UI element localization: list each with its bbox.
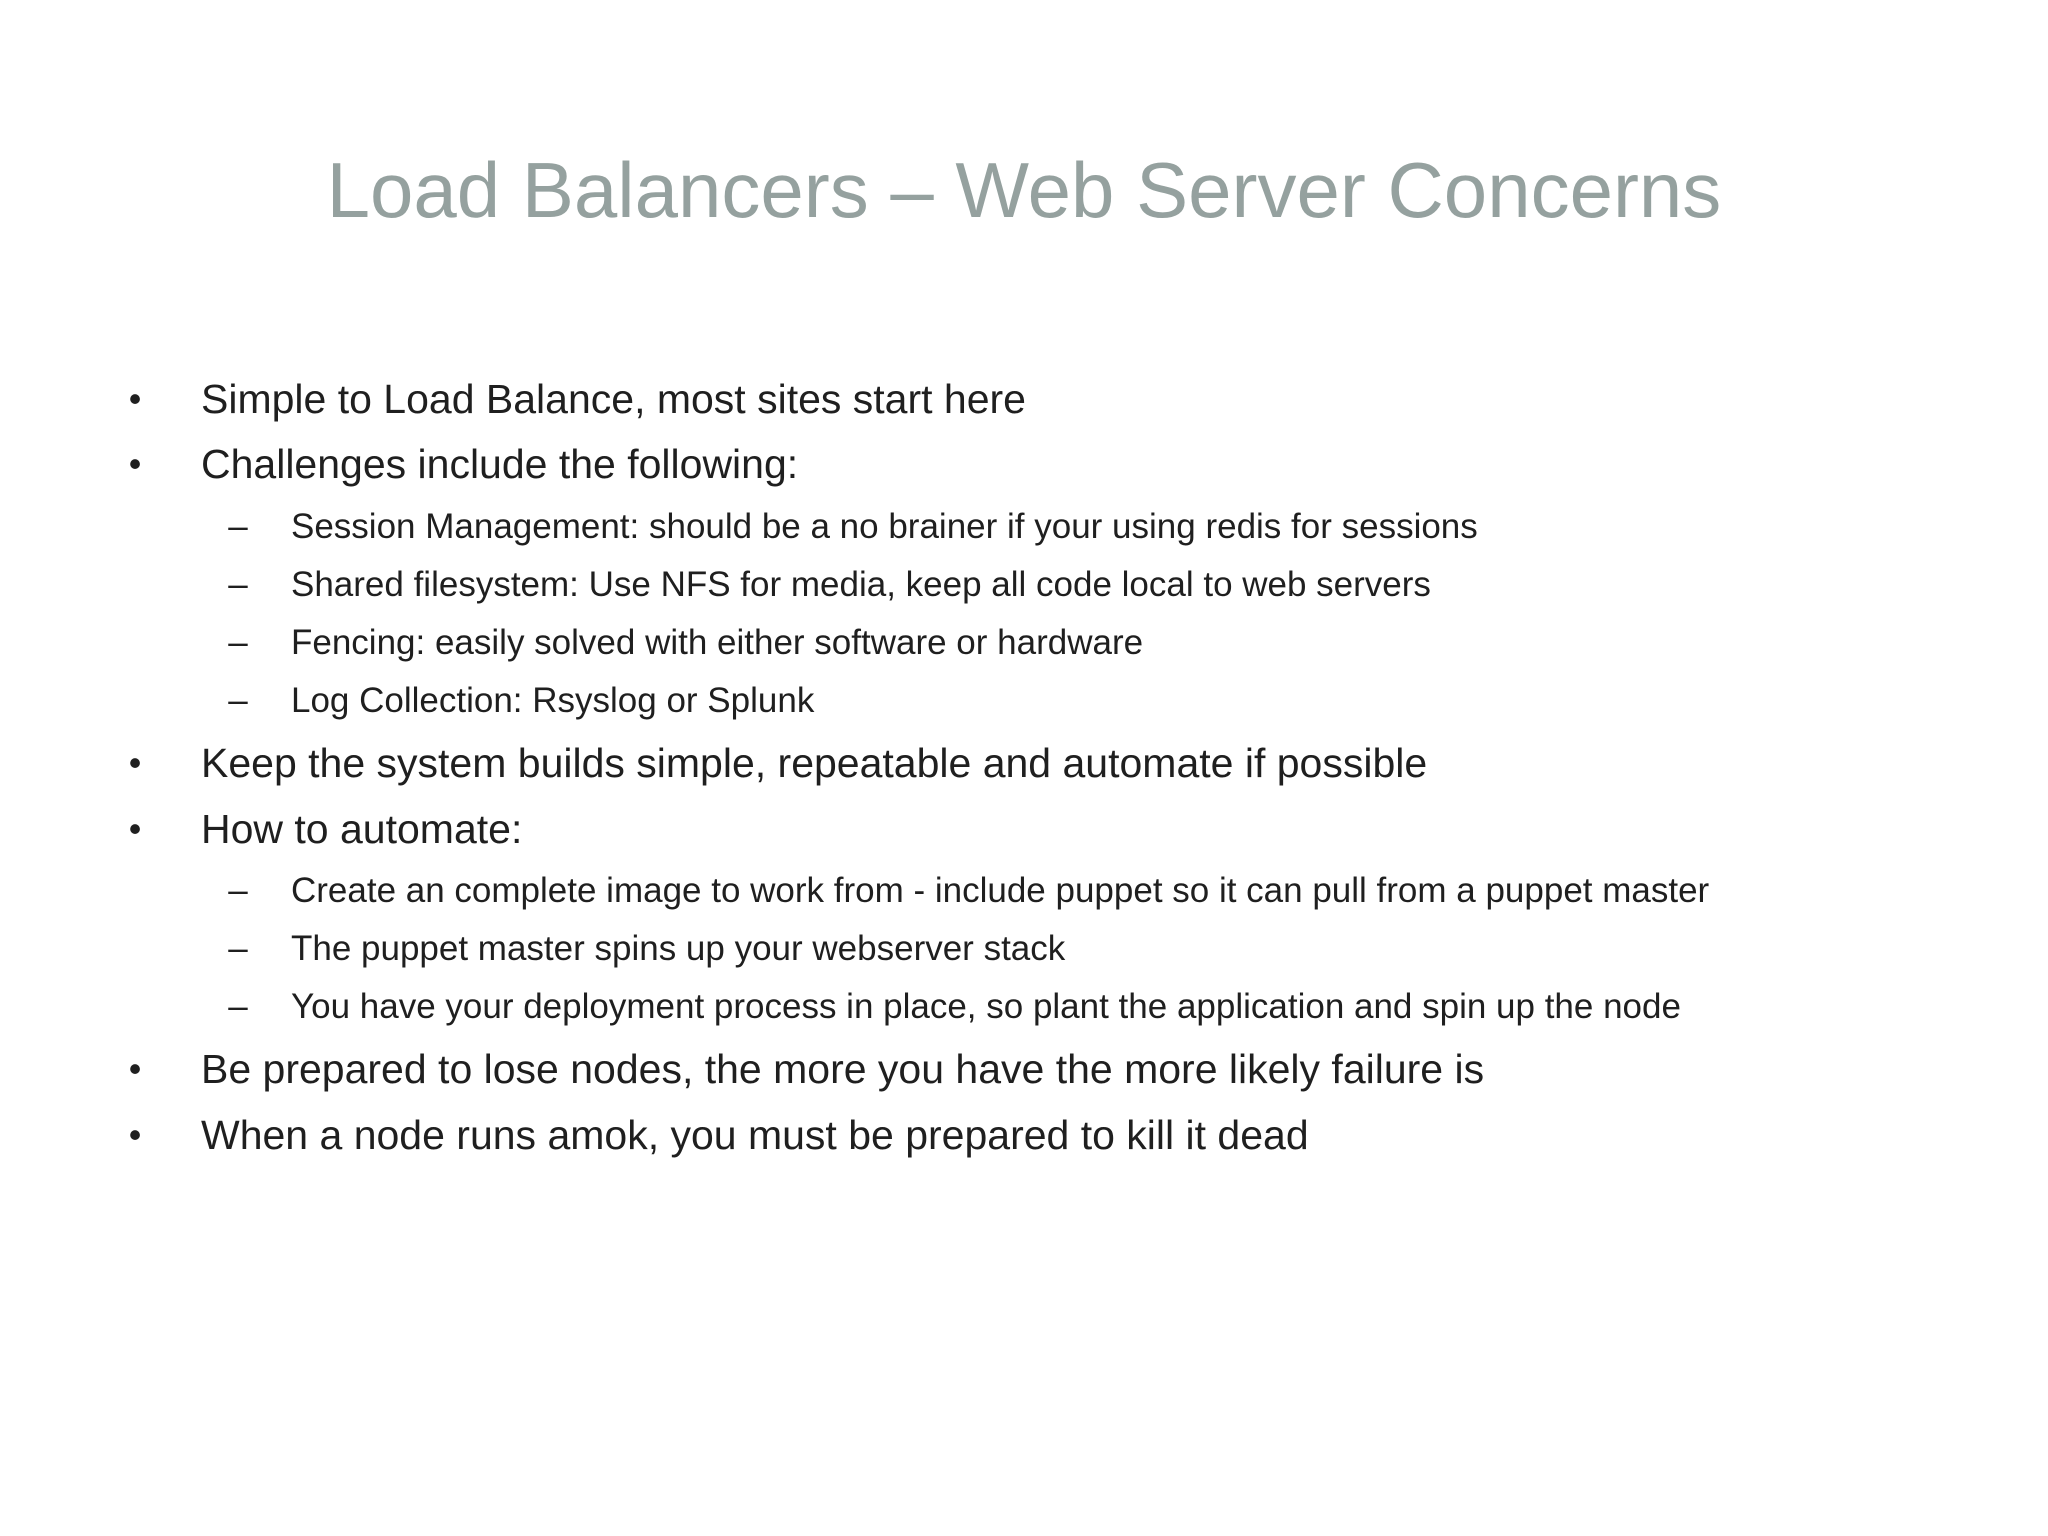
sub-bullet-text: Fencing: easily solved with either software or hardware xyxy=(291,623,1144,662)
sub-bullet-item xyxy=(0,502,2048,552)
bullet-item xyxy=(0,1105,2048,1165)
sub-bullet-text: Session Management: should be a no brainer if your using redis for sessions xyxy=(291,507,1478,546)
sub-bullet-item xyxy=(0,924,2048,974)
sub-bullet-text: Create an complete image to work from - include puppet so it can pull from a puppet master xyxy=(291,871,1710,910)
bullet-marker: • xyxy=(128,742,142,783)
sub-bullet-item xyxy=(0,618,2048,668)
bullet-item xyxy=(0,434,2048,494)
bullet-item xyxy=(0,369,2048,429)
sub-bullet-marker: – xyxy=(228,623,248,662)
bullet-item xyxy=(0,1039,2048,1099)
sub-bullet-item xyxy=(0,982,2048,1032)
bullet-text: When a node runs amok, you must be prepared to kill it dead xyxy=(201,1112,1309,1158)
sub-bullet-marker: – xyxy=(228,929,248,968)
bullet-marker: • xyxy=(128,443,142,484)
bullet-marker: • xyxy=(128,1048,142,1089)
bullet-marker: • xyxy=(128,808,142,849)
sub-bullet-marker: – xyxy=(228,681,248,720)
bullet-item xyxy=(0,799,2048,859)
sub-bullet-marker: – xyxy=(228,565,248,604)
sub-bullet-text: You have your deployment process in place, so plant the application and spin up the node xyxy=(291,987,1681,1026)
bullet-marker: • xyxy=(128,1114,142,1155)
bullet-text: Challenges include the following: xyxy=(201,441,799,487)
sub-bullet-marker: – xyxy=(228,871,248,910)
sub-bullet-item xyxy=(0,866,2048,916)
sub-bullet-item xyxy=(0,676,2048,726)
sub-bullet-text: The puppet master spins up your webserver stack xyxy=(291,929,1066,968)
bullet-text: Be prepared to lose nodes, the more you have the more likely failure is xyxy=(201,1046,1485,1092)
slide-title: Load Balancers – Web Server Concerns xyxy=(326,146,1722,234)
sub-bullet-marker: – xyxy=(228,507,248,546)
sub-bullet-text: Shared filesystem: Use NFS for media, keep all code local to web servers xyxy=(291,565,1431,604)
bullet-marker: • xyxy=(128,378,142,419)
sub-bullet-text: Log Collection: Rsyslog or Splunk xyxy=(291,681,815,720)
sub-bullet-item xyxy=(0,560,2048,610)
bullet-item xyxy=(0,733,2048,793)
bullet-text: Simple to Load Balance, most sites start here xyxy=(201,376,1026,422)
bullet-text: How to automate: xyxy=(201,806,523,852)
sub-bullet-marker: – xyxy=(228,987,248,1026)
bullet-text: Keep the system builds simple, repeatable and automate if possible xyxy=(201,740,1428,786)
